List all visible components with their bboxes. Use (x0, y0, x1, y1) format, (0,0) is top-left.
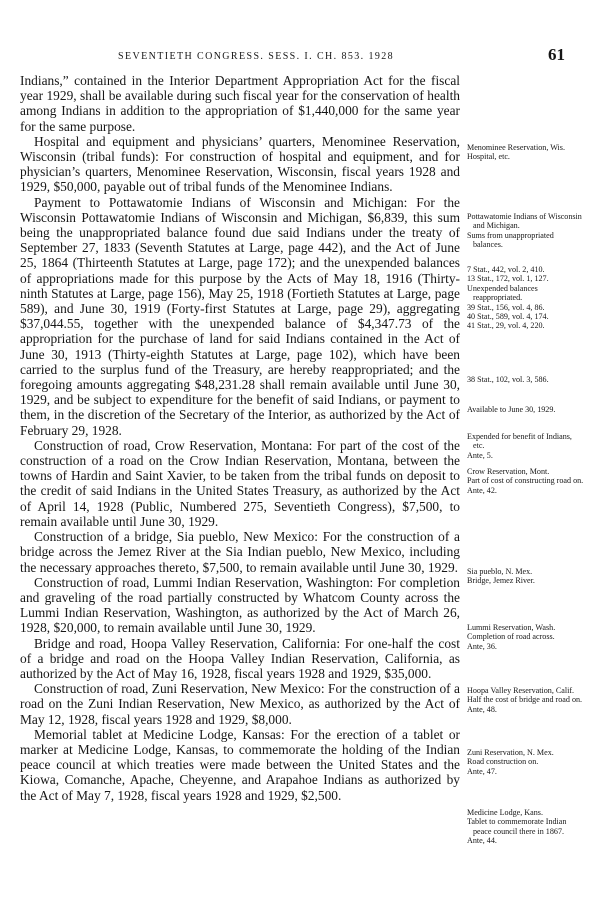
margin-note-line: Crow Reservation, Mont. (467, 467, 550, 476)
margin-note-line: Half the cost of bridge and road on. (467, 695, 583, 705)
margin-note-line: Lummi Reservation, Wash. (467, 623, 556, 632)
paragraph: Bridge and road, Hoopa Valley Reservation, California: For one-half the cost of a bridge and road on the Hoopa Valley Indian Reservation, California, as authorized by the Act of May 16, 1928, fiscal years 1928 and 1929, $35,000. (20, 635, 460, 681)
paragraph: Construction of road, Crow Reservation, Montana: For part of the cost of the construction of a road on the Crow Indian Reservation, Montana, between the towns of Hardin and Saint Xavier, to be taken from the tribal funds on deposit to the credit of said Indians in the United States Treasury, as authorized by the Act of April 14, 1928 (Public, Numbered 275, Seventieth Congress), $7,500, to remain available until June 30, 1929. (20, 437, 460, 529)
margin-note-line: Tablet to commemorate Indian peace council there in 1867. (467, 817, 567, 836)
margin-note-line: Part of cost of constructing road on. (467, 476, 584, 486)
margin-note-line: 39 Stat., 156, vol. 4, 86. (467, 302, 545, 312)
margin-note (467, 375, 585, 384)
margin-note-line: Ante, 47. (467, 766, 497, 776)
margin-note-line: Medicine Lodge, Kans. (467, 808, 543, 817)
margin-note (467, 748, 585, 776)
margin-note-line: Hoopa Valley Reservation, Calif. (467, 686, 575, 695)
margin-note (467, 265, 585, 331)
margin-note-line: Sums from unappropriated balances. (467, 230, 554, 250)
paragraph: Construction of road, Lummi Indian Reservation, Washington: For completion and graveling of the road partially constructed by Whatcom County across the Lummi Indian Reservation, Washington, as authorized by the Act of March 26, 1928, $20,000, to remain available until June 30, 1929. (20, 574, 460, 636)
page-number: 61 (548, 45, 565, 64)
margin-note-line: Ante, 42. (467, 485, 497, 495)
margin-note (467, 808, 585, 846)
running-head: SEVENTIETH CONGRESS. SESS. I. CH. 853. 1928 (118, 51, 395, 62)
margin-note-line: Expended for benefit of Indians, etc. (467, 432, 572, 451)
margin-note (467, 686, 585, 714)
main-text-column (20, 73, 460, 803)
margin-note (467, 432, 585, 460)
margin-note-line: Available to June 30, 1929. (467, 405, 556, 414)
margin-note (467, 567, 585, 586)
paragraph: Indians,” contained in the Interior Department Appropriation Act for the fiscal year 1929, shall be available during such fiscal year for the conservation of health among Indians in addition to the appropriation of $1,440,000 for the same year for the same purpose. (20, 73, 460, 134)
margin-note-line: Road construction on. (467, 757, 539, 767)
margin-note-line: 7 Stat., 442, vol. 2, 410. (467, 265, 545, 274)
margin-note (467, 467, 585, 495)
margin-note-line: Menominee Reservation, Wis. (467, 143, 565, 152)
margin-note-line: Completion of road across. (467, 632, 555, 642)
paragraph: Hospital and equipment and physicians’ quarters, Menominee Reservation, Wisconsin (tribal funds): For construction of hospital and equipment, and for physician’s quarters, Menominee Reservation, Wisconsin, fiscal years 1928 and 1929, $50,000, payable out of tribal funds of the Menominee Indians. (20, 133, 460, 195)
paragraph: Payment to Pottawatomie Indians of Wisconsin and Michigan: For the Wisconsin Pottawatomie Indians of Wisconsin and Michigan, $6,839, this sum being the unappropriated balance found due said Indians under the treaty of September 27, 1833 (Seventh Statutes at Large, page 442), and the Act of June 25, 1864 (Thirteenth Statutes at Large, page 172); and the unexpended balances of appropriations made for this purpose by the Acts of May 18, 1916 (Thirty-ninth Statutes at Large, page 156), May 25, 1918 (Fortieth Statutes at Large, page 589), and June 30, 1919 (Forty-first Statutes at Large, page 29), aggregating $37,044.55, together with the unexpended balance of $4,347.73 of the appropriation for the purchase of land for said Indians contained in the Act of June 30, 1913 (Thirty-eighth Statutes at Large, page 102), which have been carried to the surplus fund of the Treasury, are hereby reappropriated; and the foregoing amounts aggregating $48,231.28 shall remain available until June 30, 1929, and be subject to expenditure for the benefit of said Indians, or payment to them, in the discretion of the Secretary of the Interior, as authorized by the Act of February 29, 1928. (20, 194, 460, 438)
margin-note-line: Hospital, etc. (467, 152, 510, 162)
margin-note (467, 143, 585, 162)
margin-note-line: Ante, 5. (467, 450, 493, 460)
paragraph: Construction of road, Zuni Reservation, New Mexico: For the construction of a road on the Zuni Indian Reservation, New Mexico, as authorized by the Act of May 12, 1928, fiscal years 1928 and 1929, $8,000. (20, 681, 460, 727)
margin-note-line: Unexpended balances reappropriated. (467, 283, 538, 303)
margin-note-line: Ante, 48. (467, 704, 497, 714)
margin-note (467, 212, 585, 250)
margin-note-line: 38 Stat., 102, vol. 3, 586. (467, 375, 549, 384)
margin-note-line: Pottawatomie Indians of Wisconsin and Michigan. (467, 212, 582, 231)
margin-note-line: Bridge, Jemez River. (467, 576, 535, 586)
margin-note-line: Ante, 44. (467, 836, 497, 846)
margin-note-line: 41 Stat., 29, vol. 4, 220. (467, 321, 545, 331)
margin-note-line: 13 Stat., 172, vol. 1, 127. (467, 274, 549, 284)
paragraph: Construction of a bridge, Sia pueblo, New Mexico: For the construction of a bridge across the Jemez River at the Sia Indian pueblo, New Mexico, including the necessary approaches thereto, $7,500, to remain available until June 30, 1929. (20, 529, 460, 575)
margin-note-line: Ante, 36. (467, 641, 497, 651)
paragraph: Memorial tablet at Medicine Lodge, Kansas: For the erection of a tablet or marker at Medicine Lodge, Kansas, to commemorate the holding of the Indian peace council at which treaties were made between the United States and the Kiowa, Comanche, Apache, Cheyenne, and Arapahoe Indians as authorized by the Act of May 7, 1928, fiscal years 1928 and 1929, $2,500. (20, 726, 460, 803)
margin-note-line: Zuni Reservation, N. Mex. (467, 748, 554, 757)
margin-note-line: Sia pueblo, N. Mex. (467, 567, 533, 576)
margin-note (467, 405, 585, 414)
margin-note-line: 40 Stat., 589, vol. 4, 174. (467, 312, 549, 322)
margin-note (467, 623, 585, 651)
